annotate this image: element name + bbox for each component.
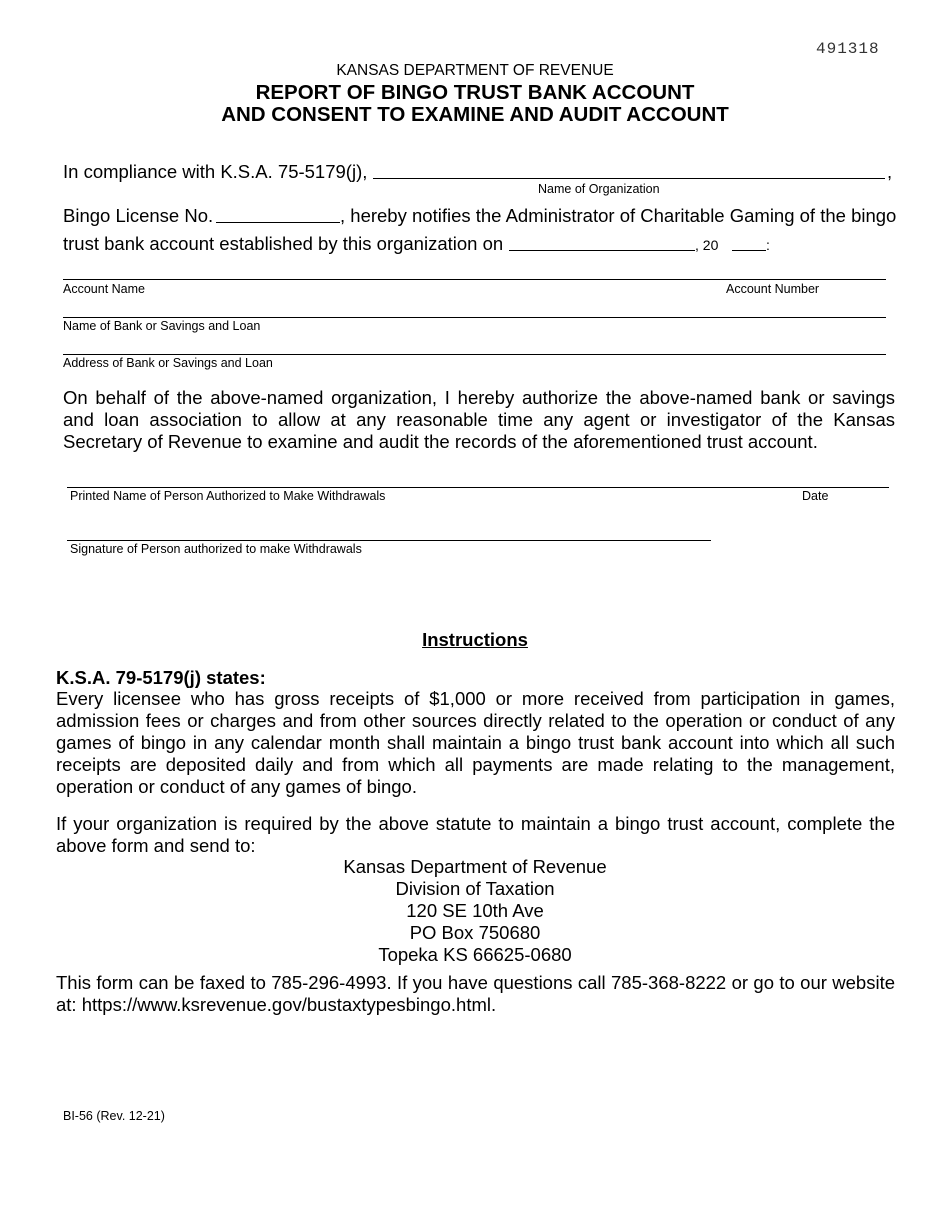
- address-line3: 120 SE 10th Ave: [406, 900, 544, 921]
- year-prefix: , 20: [695, 237, 719, 253]
- compliance-prefix: In compliance with K.S.A. 75-5179(j),: [63, 161, 368, 182]
- address-line1: Kansas Department of Revenue: [343, 856, 607, 877]
- bank-name-field[interactable]: [63, 317, 886, 318]
- address-line2: Division of Taxation: [395, 878, 555, 899]
- year-suffix: :: [766, 237, 770, 253]
- signature-field[interactable]: [67, 540, 711, 541]
- license-prefix: Bingo License No.: [63, 205, 214, 226]
- send-instructions: If your organization is required by the above statute to maintain a bingo trust account, complete the above form and send to:: [56, 813, 895, 856]
- form-revision: BI-56 (Rev. 12-21): [63, 1109, 165, 1123]
- statute-heading: K.S.A. 79-5179(j) states:: [56, 667, 266, 688]
- printed-name-label: Printed Name of Person Authorized to Make Withdrawals: [70, 489, 386, 503]
- date-label: Date: [802, 489, 829, 503]
- bank-address-label: Address of Bank or Savings and Loan: [63, 356, 273, 370]
- compliance-suffix: ,: [887, 161, 893, 182]
- authorization-text: On behalf of the above-named organization, I hereby authorize the above-named bank or savings and loan association to allow at any reasonable time any agent or investigator of the Kansas Secretary of Revenue to examine and audit the records of the aforementioned trust account.: [63, 387, 895, 452]
- address-line5: Topeka KS 66625-0680: [378, 944, 572, 965]
- account-number-label: Account Number: [726, 282, 820, 296]
- established-year-field[interactable]: [732, 250, 766, 251]
- account-name-label: Account Name: [63, 282, 145, 296]
- printed-name-date-field[interactable]: [67, 487, 889, 488]
- organization-name-field[interactable]: [373, 178, 885, 179]
- statute-text: Every licensee who has gross receipts of $1,000 or more received from participation in games, admission fees or charges and from other sources directly related to the operation or conduct of any games of bingo in any calendar month shall maintain a bingo trust bank account into which all such receipts are deposited daily and from which all payments are made relating to the management, operation or conduct of any games of bingo.: [56, 688, 895, 797]
- agency-name: KANSAS DEPARTMENT OF REVENUE: [336, 62, 614, 79]
- established-date-field[interactable]: [509, 250, 695, 251]
- form-id-number: 491318: [816, 40, 880, 58]
- bank-name-label: Name of Bank or Savings and Loan: [63, 319, 261, 333]
- organization-name-label: Name of Organization: [538, 182, 660, 196]
- mailing-address: [0, 856, 950, 966]
- contact-text: This form can be faxed to 785-296-4993. If you have questions call 785-368-8222 or go to our website at: https://www.ksrevenue.gov/bustaxtypesbingo.html.: [56, 972, 895, 1015]
- signature-label: Signature of Person authorized to make Withdrawals: [70, 542, 362, 556]
- page-title-line2: AND CONSENT TO EXAMINE AND AUDIT ACCOUNT: [221, 103, 729, 126]
- instructions-heading: Instructions: [422, 629, 528, 650]
- bank-address-field[interactable]: [63, 354, 886, 355]
- established-text: trust bank account established by this organization on: [63, 233, 504, 254]
- account-name-number-field[interactable]: [63, 279, 886, 280]
- address-line4: PO Box 750680: [409, 922, 541, 943]
- license-suffix: , hereby notifies the Administrator of Charitable Gaming of the bingo: [340, 205, 897, 226]
- page-title-line1: REPORT OF BINGO TRUST BANK ACCOUNT: [255, 81, 695, 104]
- license-number-field[interactable]: [216, 222, 340, 223]
